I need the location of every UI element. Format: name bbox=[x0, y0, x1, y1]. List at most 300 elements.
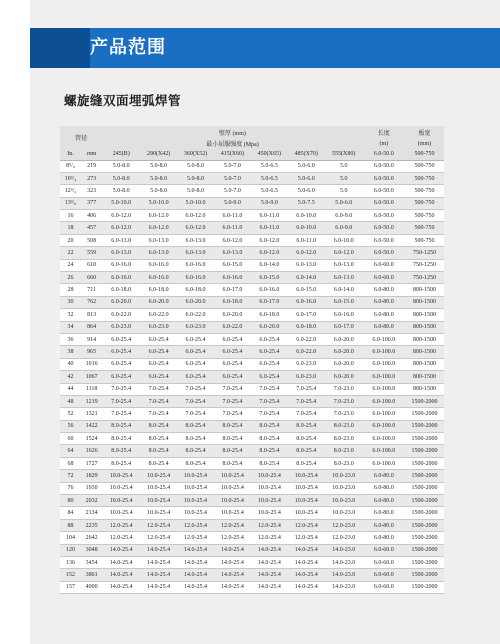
cell-width: 800-1500 bbox=[405, 333, 444, 345]
cell-wall-thickness: 12.0-25.4 bbox=[288, 532, 325, 544]
cell-mm: 1930 bbox=[81, 482, 102, 494]
cell-wall-thickness: 6.0-16.0 bbox=[325, 309, 363, 321]
cell-wall-thickness: 7.0-25.4 bbox=[214, 408, 251, 420]
cell-wall-thickness: 6.0-12.0 bbox=[177, 222, 214, 234]
table-row bbox=[60, 197, 444, 209]
cell-wall-thickness: 8.0-25.4 bbox=[177, 445, 214, 457]
cell-length: 6.0-100.0 bbox=[363, 395, 405, 407]
cell-wall-thickness: 5.0-8.0 bbox=[140, 185, 177, 197]
cell-wall-thickness: 10.0-23.0 bbox=[325, 495, 363, 507]
cell-wall-thickness: 6.0-18.0 bbox=[102, 284, 140, 296]
header-inch: In. bbox=[60, 149, 81, 160]
cell-width: 500-750 bbox=[405, 222, 444, 234]
cell-inch: 84 bbox=[60, 507, 81, 519]
cell-wall-thickness: 6.0-12.0 bbox=[251, 247, 288, 259]
cell-wall-thickness: 14.0-25.4 bbox=[140, 581, 177, 593]
table-row bbox=[60, 445, 444, 457]
cell-mm: 2134 bbox=[81, 507, 102, 519]
cell-mm: 2235 bbox=[81, 519, 102, 531]
cell-mm: 660 bbox=[81, 272, 102, 284]
cell-wall-thickness: 6.0-16.0 bbox=[214, 272, 251, 284]
cell-wall-thickness: 7.0-25.4 bbox=[214, 383, 251, 395]
cell-length: 6.0-50.0 bbox=[363, 160, 405, 172]
cell-wall-thickness: 6.0-25.4 bbox=[102, 333, 140, 345]
cell-inch: 16 bbox=[60, 210, 81, 222]
table-row bbox=[60, 272, 444, 284]
cell-wall-thickness: 8.0-25.4 bbox=[102, 433, 140, 445]
cell-wall-thickness: 14.0-23.0 bbox=[325, 581, 363, 593]
cell-width: 1500-2000 bbox=[405, 507, 444, 519]
table-row bbox=[60, 569, 444, 581]
table-row bbox=[60, 234, 444, 246]
cell-wall-thickness: 6.0-13.0 bbox=[325, 272, 363, 284]
cell-inch: 68 bbox=[60, 457, 81, 469]
cell-wall-thickness: 6.0-10.0 bbox=[325, 234, 363, 246]
cell-wall-thickness: 6.0-25.4 bbox=[140, 346, 177, 358]
cell-wall-thickness: 6.0-9.0 bbox=[325, 210, 363, 222]
cell-wall-thickness: 5.0 bbox=[325, 172, 363, 184]
cell-wall-thickness: 6.0-11.0 bbox=[214, 222, 251, 234]
table-row bbox=[60, 222, 444, 234]
cell-wall-thickness: 12.0-25.4 bbox=[140, 532, 177, 544]
cell-wall-thickness: 6.0-20.0 bbox=[102, 296, 140, 308]
table-row bbox=[60, 395, 444, 407]
cell-wall-thickness: 7.0-25.4 bbox=[102, 408, 140, 420]
cell-wall-thickness: 6.0-18.0 bbox=[288, 321, 325, 333]
table-row bbox=[60, 557, 444, 569]
cell-wall-thickness: 6.0-25.4 bbox=[251, 358, 288, 370]
cell-wall-thickness: 6.0-15.0 bbox=[251, 272, 288, 284]
cell-wall-thickness: 10.0-25.4 bbox=[214, 482, 251, 494]
cell-length: 6.0-50.0 bbox=[363, 247, 405, 259]
cell-wall-thickness: 6.0-23.0 bbox=[140, 321, 177, 333]
cell-wall-thickness: 12.0-25.4 bbox=[214, 519, 251, 531]
cell-wall-thickness: 8.0-25.4 bbox=[140, 445, 177, 457]
cell-wall-thickness: 14.0-25.4 bbox=[251, 569, 288, 581]
table-row bbox=[60, 358, 444, 370]
cell-wall-thickness: 12.0-23.0 bbox=[325, 532, 363, 544]
cell-wall-thickness: 6.0-25.4 bbox=[102, 358, 140, 370]
cell-length: 6.0-100.0 bbox=[363, 383, 405, 395]
cell-mm: 1422 bbox=[81, 420, 102, 432]
cell-wall-thickness: 6.0-10.0 bbox=[288, 222, 325, 234]
cell-wall-thickness: 6.0-11.0 bbox=[288, 234, 325, 246]
cell-wall-thickness: 6.0-18.0 bbox=[140, 284, 177, 296]
table-row bbox=[60, 160, 444, 172]
cell-wall-thickness: 6.0-18.0 bbox=[214, 296, 251, 308]
cell-wall-thickness: 6.0-15.0 bbox=[214, 259, 251, 271]
cell-mm: 1727 bbox=[81, 457, 102, 469]
cell-wall-thickness: 6.0-13.0 bbox=[214, 247, 251, 259]
header-grade: 290(X42) bbox=[140, 149, 177, 160]
cell-width: 800-1500 bbox=[405, 284, 444, 296]
cell-length: 6.0-50.0 bbox=[363, 222, 405, 234]
cell-mm: 762 bbox=[81, 296, 102, 308]
cell-wall-thickness: 5.0-6.5 bbox=[251, 172, 288, 184]
cell-wall-thickness: 6.0-20.0 bbox=[140, 296, 177, 308]
cell-wall-thickness: 10.0-25.4 bbox=[214, 495, 251, 507]
cell-width: 1500-2000 bbox=[405, 495, 444, 507]
header-width-unit: (mm) bbox=[405, 138, 444, 149]
cell-width: 750-1250 bbox=[405, 247, 444, 259]
cell-wall-thickness: 5.0-8.0 bbox=[102, 185, 140, 197]
table-row bbox=[60, 247, 444, 259]
cell-inch: 8⁵/₈ bbox=[60, 160, 81, 172]
cell-wall-thickness: 8.0-25.4 bbox=[214, 457, 251, 469]
cell-width: 500-750 bbox=[405, 185, 444, 197]
cell-wall-thickness: 5.0-10.0 bbox=[140, 197, 177, 209]
cell-wall-thickness: 6.0-25.4 bbox=[140, 358, 177, 370]
cell-wall-thickness: 14.0-25.4 bbox=[288, 569, 325, 581]
cell-wall-thickness: 6.0-11.0 bbox=[214, 210, 251, 222]
cell-wall-thickness: 10.0-25.4 bbox=[177, 482, 214, 494]
cell-width: 800-1500 bbox=[405, 371, 444, 383]
cell-wall-thickness: 5.0-6.0 bbox=[288, 172, 325, 184]
cell-wall-thickness: 5.0-9.0 bbox=[251, 197, 288, 209]
table-row bbox=[60, 408, 444, 420]
cell-mm: 1067 bbox=[81, 371, 102, 383]
cell-width: 1500-2000 bbox=[405, 569, 444, 581]
table-row bbox=[60, 296, 444, 308]
cell-inch: 72 bbox=[60, 470, 81, 482]
cell-wall-thickness: 14.0-23.0 bbox=[325, 557, 363, 569]
cell-wall-thickness: 10.0-25.4 bbox=[288, 495, 325, 507]
cell-wall-thickness: 8.0-25.4 bbox=[140, 420, 177, 432]
table-row bbox=[60, 371, 444, 383]
cell-wall-thickness: 8.0-25.4 bbox=[251, 420, 288, 432]
cell-wall-thickness: 6.0-25.4 bbox=[102, 346, 140, 358]
cell-wall-thickness: 6.0-23.0 bbox=[102, 321, 140, 333]
cell-width: 500-750 bbox=[405, 172, 444, 184]
cell-wall-thickness: 6.0-12.0 bbox=[214, 234, 251, 246]
cell-wall-thickness: 10.0-23.0 bbox=[325, 482, 363, 494]
cell-wall-thickness: 6.0-16.0 bbox=[140, 272, 177, 284]
header-wall-thickness: 壁厚 (mm) bbox=[102, 126, 363, 138]
cell-wall-thickness: 12.0-25.4 bbox=[214, 532, 251, 544]
cell-wall-thickness: 6.0-25.4 bbox=[251, 346, 288, 358]
cell-inch: 152 bbox=[60, 569, 81, 581]
cell-wall-thickness: 7.0-25.4 bbox=[177, 383, 214, 395]
cell-wall-thickness: 6.0-25.4 bbox=[140, 371, 177, 383]
cell-wall-thickness: 6.0-17.0 bbox=[288, 309, 325, 321]
cell-wall-thickness: 5.0-10.0 bbox=[177, 197, 214, 209]
cell-wall-thickness: 6.0-20.0 bbox=[325, 371, 363, 383]
cell-wall-thickness: 14.0-23.0 bbox=[325, 544, 363, 556]
cell-mm: 3048 bbox=[81, 544, 102, 556]
cell-width: 1500-2000 bbox=[405, 470, 444, 482]
cell-inch: 88 bbox=[60, 519, 81, 531]
header-yield-strength: 最小屈服强度 (Mpa) bbox=[102, 138, 363, 149]
cell-wall-thickness: 6.0-23.0 bbox=[177, 321, 214, 333]
cell-width: 500-750 bbox=[405, 234, 444, 246]
cell-wall-thickness: 10.0-25.4 bbox=[140, 495, 177, 507]
table-row bbox=[60, 581, 444, 593]
cell-wall-thickness: 5.0-6.5 bbox=[251, 185, 288, 197]
cell-length: 6.0-60.0 bbox=[363, 259, 405, 271]
cell-inch: 32 bbox=[60, 309, 81, 321]
cell-wall-thickness: 6.0-13.0 bbox=[140, 234, 177, 246]
table-row bbox=[60, 259, 444, 271]
cell-wall-thickness: 8.0-25.4 bbox=[140, 433, 177, 445]
table-row bbox=[60, 420, 444, 432]
cell-wall-thickness: 14.0-25.4 bbox=[288, 544, 325, 556]
cell-wall-thickness: 10.0-23.0 bbox=[325, 470, 363, 482]
cell-wall-thickness: 6.0-13.0 bbox=[102, 234, 140, 246]
cell-mm: 406 bbox=[81, 210, 102, 222]
cell-width: 1500-2000 bbox=[405, 420, 444, 432]
cell-wall-thickness: 6.0-12.0 bbox=[102, 210, 140, 222]
cell-wall-thickness: 6.0-22.0 bbox=[214, 321, 251, 333]
cell-width: 750-1250 bbox=[405, 259, 444, 271]
cell-width: 1500-2000 bbox=[405, 457, 444, 469]
cell-wall-thickness: 6.0-17.0 bbox=[214, 284, 251, 296]
table-row bbox=[60, 470, 444, 482]
cell-inch: 157 bbox=[60, 581, 81, 593]
cell-wall-thickness: 6.0-23.0 bbox=[288, 371, 325, 383]
cell-length: 6.0-80.0 bbox=[363, 482, 405, 494]
cell-length: 6.0-100.0 bbox=[363, 333, 405, 345]
cell-wall-thickness: 6.0-20.0 bbox=[251, 321, 288, 333]
cell-mm: 610 bbox=[81, 259, 102, 271]
cell-wall-thickness: 6.0-23.0 bbox=[288, 358, 325, 370]
cell-wall-thickness: 5.0-6.0 bbox=[288, 160, 325, 172]
cell-wall-thickness: 14.0-25.4 bbox=[177, 581, 214, 593]
cell-mm: 3861 bbox=[81, 569, 102, 581]
cell-wall-thickness: 7.0-25.4 bbox=[102, 395, 140, 407]
cell-wall-thickness: 6.0-20.0 bbox=[325, 358, 363, 370]
cell-wall-thickness: 8.0-25.4 bbox=[177, 420, 214, 432]
cell-wall-thickness: 6.0-25.4 bbox=[177, 346, 214, 358]
section-title: 产品范围 bbox=[90, 37, 166, 58]
cell-wall-thickness: 5.0-7.0 bbox=[214, 160, 251, 172]
cell-wall-thickness: 8.0-25.4 bbox=[102, 457, 140, 469]
cell-wall-thickness: 5.0-10.0 bbox=[102, 197, 140, 209]
cell-wall-thickness: 6.0-16.0 bbox=[288, 296, 325, 308]
cell-wall-thickness: 14.0-25.4 bbox=[177, 557, 214, 569]
cell-width: 800-1500 bbox=[405, 358, 444, 370]
cell-wall-thickness: 6.0-20.0 bbox=[325, 346, 363, 358]
cell-wall-thickness: 6.0-25.4 bbox=[177, 371, 214, 383]
cell-wall-thickness: 5.0-8.0 bbox=[102, 160, 140, 172]
cell-inch: 104 bbox=[60, 532, 81, 544]
header-length: 长度 bbox=[363, 126, 405, 138]
cell-width: 1500-2000 bbox=[405, 581, 444, 593]
cell-wall-thickness: 6.0-17.0 bbox=[325, 321, 363, 333]
cell-wall-thickness: 7.0-25.4 bbox=[177, 395, 214, 407]
spec-table-body bbox=[60, 160, 444, 594]
cell-inch: 120 bbox=[60, 544, 81, 556]
cell-inch: 80 bbox=[60, 495, 81, 507]
cell-wall-thickness: 6.0-12.0 bbox=[251, 234, 288, 246]
cell-length: 6.0-60.0 bbox=[363, 569, 405, 581]
cell-length: 6.0-100.0 bbox=[363, 457, 405, 469]
cell-inch: 64 bbox=[60, 445, 81, 457]
cell-wall-thickness: 8.0-25.4 bbox=[288, 445, 325, 457]
cell-wall-thickness: 5.0-6.0 bbox=[325, 197, 363, 209]
cell-wall-thickness: 6.0-25.4 bbox=[214, 346, 251, 358]
cell-length: 6.0-100.0 bbox=[363, 445, 405, 457]
cell-inch: 48 bbox=[60, 395, 81, 407]
cell-wall-thickness: 6.0-25.4 bbox=[214, 358, 251, 370]
table-row bbox=[60, 185, 444, 197]
cell-wall-thickness: 12.0-25.4 bbox=[251, 519, 288, 531]
cell-wall-thickness: 6.0-13.0 bbox=[140, 247, 177, 259]
cell-length: 6.0-100.0 bbox=[363, 358, 405, 370]
cell-wall-thickness: 5.0-7.0 bbox=[214, 172, 251, 184]
cell-width: 500-750 bbox=[405, 210, 444, 222]
cell-wall-thickness: 10.0-25.4 bbox=[214, 507, 251, 519]
cell-wall-thickness: 5.0-8.0 bbox=[177, 160, 214, 172]
cell-wall-thickness: 10.0-25.4 bbox=[251, 482, 288, 494]
cell-wall-thickness: 12.0-25.4 bbox=[288, 519, 325, 531]
cell-length: 6.0-60.0 bbox=[363, 557, 405, 569]
cell-inch: 52 bbox=[60, 408, 81, 420]
cell-wall-thickness: 10.0-25.4 bbox=[140, 482, 177, 494]
header-grade: 450(X65) bbox=[251, 149, 288, 160]
cell-inch: 42 bbox=[60, 371, 81, 383]
table-row bbox=[60, 495, 444, 507]
cell-wall-thickness: 8.0-25.4 bbox=[251, 457, 288, 469]
cell-wall-thickness: 12.0-25.4 bbox=[102, 532, 140, 544]
cell-wall-thickness: 7.0-25.4 bbox=[140, 408, 177, 420]
cell-length: 6.0-50.0 bbox=[363, 172, 405, 184]
cell-mm: 1219 bbox=[81, 395, 102, 407]
cell-wall-thickness: 10.0-25.4 bbox=[177, 470, 214, 482]
cell-wall-thickness: 6.0-22.0 bbox=[177, 309, 214, 321]
cell-wall-thickness: 8.0-23.0 bbox=[325, 457, 363, 469]
cell-wall-thickness: 10.0-23.0 bbox=[325, 507, 363, 519]
header-grade: 415(X60) bbox=[214, 149, 251, 160]
cell-inch: 34 bbox=[60, 321, 81, 333]
cell-wall-thickness: 10.0-25.4 bbox=[288, 470, 325, 482]
table-row bbox=[60, 482, 444, 494]
cell-wall-thickness: 6.0-16.0 bbox=[102, 259, 140, 271]
cell-width: 1500-2000 bbox=[405, 519, 444, 531]
cell-wall-thickness: 7.0-25.4 bbox=[288, 383, 325, 395]
cell-width: 1500-2000 bbox=[405, 395, 444, 407]
cell-width: 800-1500 bbox=[405, 383, 444, 395]
cell-length: 6.0-50.0 bbox=[363, 185, 405, 197]
cell-wall-thickness: 5.0-8.0 bbox=[140, 172, 177, 184]
table-row bbox=[60, 172, 444, 184]
cell-wall-thickness: 10.0-25.4 bbox=[251, 507, 288, 519]
cell-wall-thickness: 8.0-25.4 bbox=[214, 433, 251, 445]
section-header-accent bbox=[30, 28, 90, 68]
table-row bbox=[60, 457, 444, 469]
cell-wall-thickness: 10.0-25.4 bbox=[140, 507, 177, 519]
cell-wall-thickness: 7.0-23.0 bbox=[325, 395, 363, 407]
cell-mm: 914 bbox=[81, 333, 102, 345]
cell-wall-thickness: 6.0-13.0 bbox=[177, 247, 214, 259]
cell-wall-thickness: 6.0-12.0 bbox=[288, 247, 325, 259]
cell-wall-thickness: 6.0-20.0 bbox=[325, 333, 363, 345]
cell-width: 1500-2000 bbox=[405, 482, 444, 494]
cell-length: 6.0-60.0 bbox=[363, 272, 405, 284]
cell-wall-thickness: 10.0-25.4 bbox=[102, 495, 140, 507]
cell-mm: 508 bbox=[81, 234, 102, 246]
table-row bbox=[60, 383, 444, 395]
cell-wall-thickness: 10.0-25.4 bbox=[288, 507, 325, 519]
cell-length: 6.0-80.0 bbox=[363, 470, 405, 482]
cell-length: 6.0-50.0 bbox=[363, 197, 405, 209]
cell-width: 1500-2000 bbox=[405, 408, 444, 420]
cell-mm: 273 bbox=[81, 172, 102, 184]
cell-mm: 864 bbox=[81, 321, 102, 333]
cell-wall-thickness: 7.0-25.4 bbox=[177, 408, 214, 420]
cell-wall-thickness: 6.0-16.0 bbox=[251, 284, 288, 296]
cell-wall-thickness: 6.0-16.0 bbox=[177, 259, 214, 271]
cell-wall-thickness: 14.0-25.4 bbox=[177, 544, 214, 556]
cell-mm: 1524 bbox=[81, 433, 102, 445]
cell-wall-thickness: 6.0-12.0 bbox=[140, 210, 177, 222]
cell-width: 800-1500 bbox=[405, 321, 444, 333]
cell-length: 6.0-80.0 bbox=[363, 495, 405, 507]
cell-wall-thickness: 6.0-16.0 bbox=[140, 259, 177, 271]
cell-wall-thickness: 6.0-12.0 bbox=[177, 210, 214, 222]
table-row bbox=[60, 544, 444, 556]
product-subtitle: 螺旋缝双面埋弧焊管 bbox=[64, 93, 182, 108]
cell-wall-thickness: 14.0-25.4 bbox=[102, 557, 140, 569]
cell-wall-thickness: 8.0-25.4 bbox=[288, 457, 325, 469]
cell-wall-thickness: 6.0-12.0 bbox=[102, 222, 140, 234]
header-grade: 245(B) bbox=[102, 149, 140, 160]
cell-length: 6.0-80.0 bbox=[363, 284, 405, 296]
cell-length: 6.0-80.0 bbox=[363, 507, 405, 519]
cell-wall-thickness: 14.0-25.4 bbox=[214, 569, 251, 581]
table-row bbox=[60, 507, 444, 519]
header-diameter: 管径 bbox=[60, 126, 102, 149]
cell-mm: 3454 bbox=[81, 557, 102, 569]
left-margin-strip bbox=[0, 0, 30, 644]
cell-wall-thickness: 10.0-25.4 bbox=[288, 482, 325, 494]
cell-wall-thickness: 7.0-25.4 bbox=[251, 408, 288, 420]
cell-wall-thickness: 14.0-25.4 bbox=[177, 569, 214, 581]
cell-mm: 559 bbox=[81, 247, 102, 259]
cell-inch: 44 bbox=[60, 383, 81, 395]
cell-wall-thickness: 6.0-22.0 bbox=[140, 309, 177, 321]
cell-wall-thickness: 7.0-25.4 bbox=[140, 383, 177, 395]
cell-wall-thickness: 5.0-7.5 bbox=[288, 197, 325, 209]
table-row bbox=[60, 210, 444, 222]
header-mm: mm bbox=[81, 149, 102, 160]
cell-inch: 30 bbox=[60, 296, 81, 308]
cell-wall-thickness: 8.0-23.0 bbox=[325, 433, 363, 445]
table-row bbox=[60, 284, 444, 296]
cell-inch: 76 bbox=[60, 482, 81, 494]
table-row bbox=[60, 519, 444, 531]
cell-width: 1500-2000 bbox=[405, 532, 444, 544]
table-row bbox=[60, 532, 444, 544]
cell-wall-thickness: 6.0-25.4 bbox=[140, 333, 177, 345]
cell-inch: 40 bbox=[60, 358, 81, 370]
cell-wall-thickness: 6.0-14.0 bbox=[325, 284, 363, 296]
cell-length: 6.0-100.0 bbox=[363, 433, 405, 445]
cell-wall-thickness: 8.0-25.4 bbox=[251, 433, 288, 445]
cell-wall-thickness: 10.0-25.4 bbox=[102, 470, 140, 482]
cell-wall-thickness: 8.0-25.4 bbox=[140, 457, 177, 469]
cell-wall-thickness: 14.0-25.4 bbox=[102, 569, 140, 581]
cell-wall-thickness: 6.0-16.0 bbox=[177, 272, 214, 284]
cell-wall-thickness: 5.0-7.0 bbox=[214, 185, 251, 197]
cell-wall-thickness: 6.0-22.0 bbox=[288, 333, 325, 345]
cell-wall-thickness: 6.0-25.4 bbox=[251, 371, 288, 383]
cell-wall-thickness: 5.0-8.0 bbox=[102, 172, 140, 184]
cell-wall-thickness: 6.0-15.0 bbox=[325, 296, 363, 308]
cell-width: 500-750 bbox=[405, 197, 444, 209]
cell-length: 6.0-100.0 bbox=[363, 346, 405, 358]
cell-width: 500-750 bbox=[405, 160, 444, 172]
cell-wall-thickness: 12.0-25.4 bbox=[177, 519, 214, 531]
